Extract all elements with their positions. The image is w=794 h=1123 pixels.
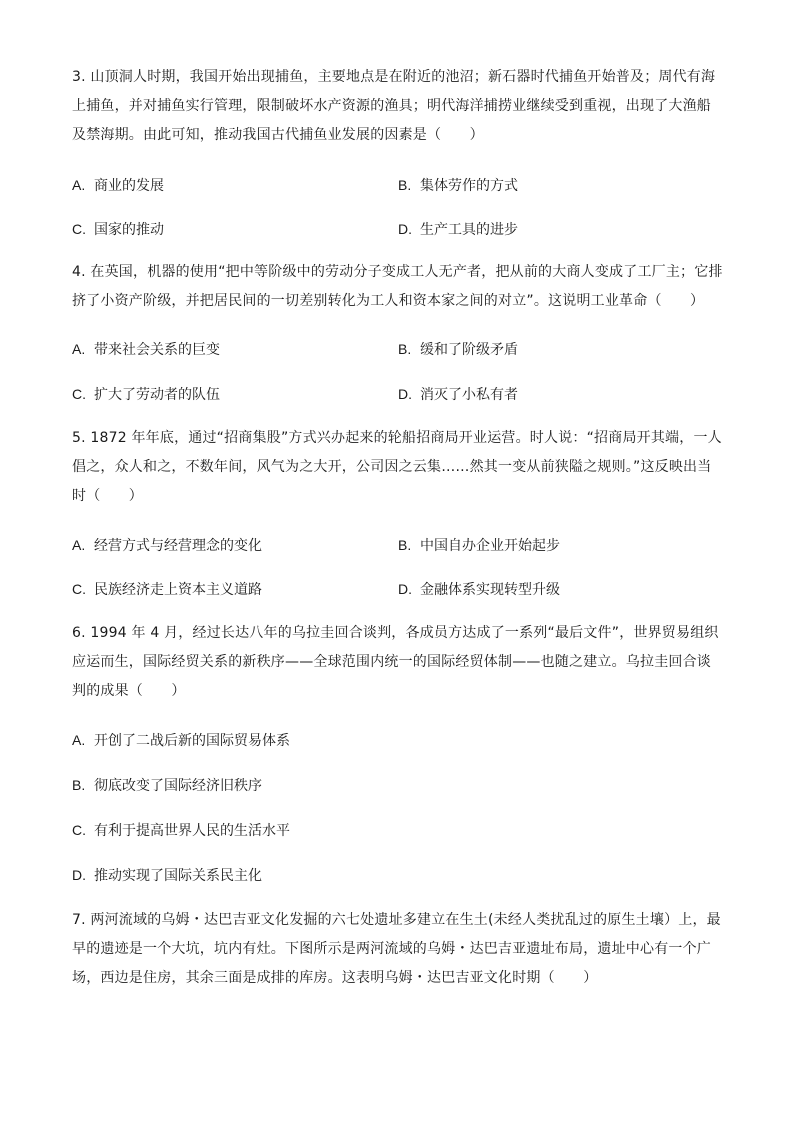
option-letter: B. <box>398 341 412 357</box>
option-text: 国家的推动 <box>94 222 164 238</box>
question-3-option-a[interactable] <box>72 175 164 196</box>
option-text: 集体劳作的方式 <box>420 178 518 194</box>
question-5-stem: 5. 1872 年年底，通过“招商集股”方式兴办起来的轮船招商局开业运营。时人说：“招商局开其端，一人倡之，众人和之，不数年间，风气为之大开，公司因之云集……然其一变从前狭隘之规则。”这反映出当时（ ） <box>72 430 722 504</box>
option-text: 消灭了小私有者 <box>420 387 518 403</box>
question-6-stem: 6. 1994 年 4 月，经过长达八年的乌拉圭回合谈判，各成员方达成了一系列“最后文件”，世界贸易组织应运而生，国际经贸关系的新秩序——全球范围内统一的国际经贸体制——也随之建立。乌拉圭回合谈判的成果（ ） <box>72 625 719 699</box>
option-text: 金融体系实现转型升级 <box>420 582 560 598</box>
option-letter: B. <box>398 537 412 553</box>
option-letter: C. <box>72 221 86 237</box>
question-4-option-d[interactable] <box>398 384 518 405</box>
option-letter: A. <box>72 537 86 553</box>
question-3-option-c[interactable] <box>72 219 164 240</box>
question-4-option-b[interactable] <box>398 339 518 360</box>
question-3-option-d[interactable] <box>398 219 518 240</box>
question-3-option-b[interactable] <box>398 175 518 196</box>
question-6-option-a[interactable] <box>72 730 290 751</box>
question-5-option-c[interactable] <box>72 579 262 600</box>
option-letter: D. <box>398 221 412 237</box>
option-letter: D. <box>398 386 412 402</box>
question-4-option-c[interactable] <box>72 384 220 405</box>
option-text: 扩大了劳动者的队伍 <box>94 387 220 403</box>
option-text: 商业的发展 <box>94 178 164 194</box>
question-6-option-d[interactable] <box>72 865 262 886</box>
option-letter: B. <box>398 177 412 193</box>
option-text: 带来社会关系的巨变 <box>94 342 220 358</box>
question-5-option-d[interactable] <box>398 579 560 600</box>
option-text: 开创了二战后新的国际贸易体系 <box>94 733 290 749</box>
question-4-option-a[interactable] <box>72 339 220 360</box>
option-letter: D. <box>398 581 412 597</box>
question-5-option-a[interactable] <box>72 535 262 556</box>
option-text: 推动实现了国际关系民主化 <box>94 868 262 884</box>
question-7-stem: 7. 两河流域的乌姆・达巴吉亚文化发掘的六七处遗址多建立在生土(未经人类扰乱过的原生土壤）上，最早的遗迹是一个大坑，坑内有灶。下图所示是两河流域的乌姆・达巴吉亚遗址布局，遗址中心有一个广场，西边是住房，其余三面是成排的库房。这表明乌姆・达巴吉亚文化时期（ ） <box>72 912 721 986</box>
option-text: 经营方式与经营理念的变化 <box>94 538 262 554</box>
option-text: 彻底改变了国际经济旧秩序 <box>94 778 262 794</box>
option-text: 民族经济走上资本主义道路 <box>94 582 262 598</box>
question-4-stem: 4. 在英国，机器的使用“把中等阶级中的劳动分子变成工人无产者，把从前的大商人变成了工厂主；它排挤了小资产阶级，并把居民间的一切差别转化为工人和资本家之间的对立”。这说明工业革命（ ） <box>72 264 723 309</box>
question-3-stem: 3. 山顶洞人时期，我国开始出现捕鱼，主要地点是在附近的池沼；新石器时代捕鱼开始普及；周代有海上捕鱼，并对捕鱼实行管理，限制破坏水产资源的渔具；明代海洋捕捞业继续受到重视，出现了大渔船及禁海期。由此可知，推动我国古代捕鱼业发展的因素是（ ） <box>72 69 716 143</box>
option-letter: C. <box>72 822 86 838</box>
option-text: 缓和了阶级矛盾 <box>420 342 518 358</box>
question-5-option-b[interactable] <box>398 535 560 556</box>
option-letter: C. <box>72 581 86 597</box>
option-letter: C. <box>72 386 86 402</box>
question-6-option-b[interactable] <box>72 775 262 796</box>
option-text: 生产工具的进步 <box>420 222 518 238</box>
option-text: 有利于提高世界人民的生活水平 <box>94 823 290 839</box>
option-letter: A. <box>72 732 86 748</box>
option-text: 中国自办企业开始起步 <box>420 538 560 554</box>
option-letter: B. <box>72 777 86 793</box>
option-letter: A. <box>72 341 86 357</box>
option-letter: D. <box>72 867 86 883</box>
option-letter: A. <box>72 177 86 193</box>
question-6-option-c[interactable] <box>72 820 290 841</box>
